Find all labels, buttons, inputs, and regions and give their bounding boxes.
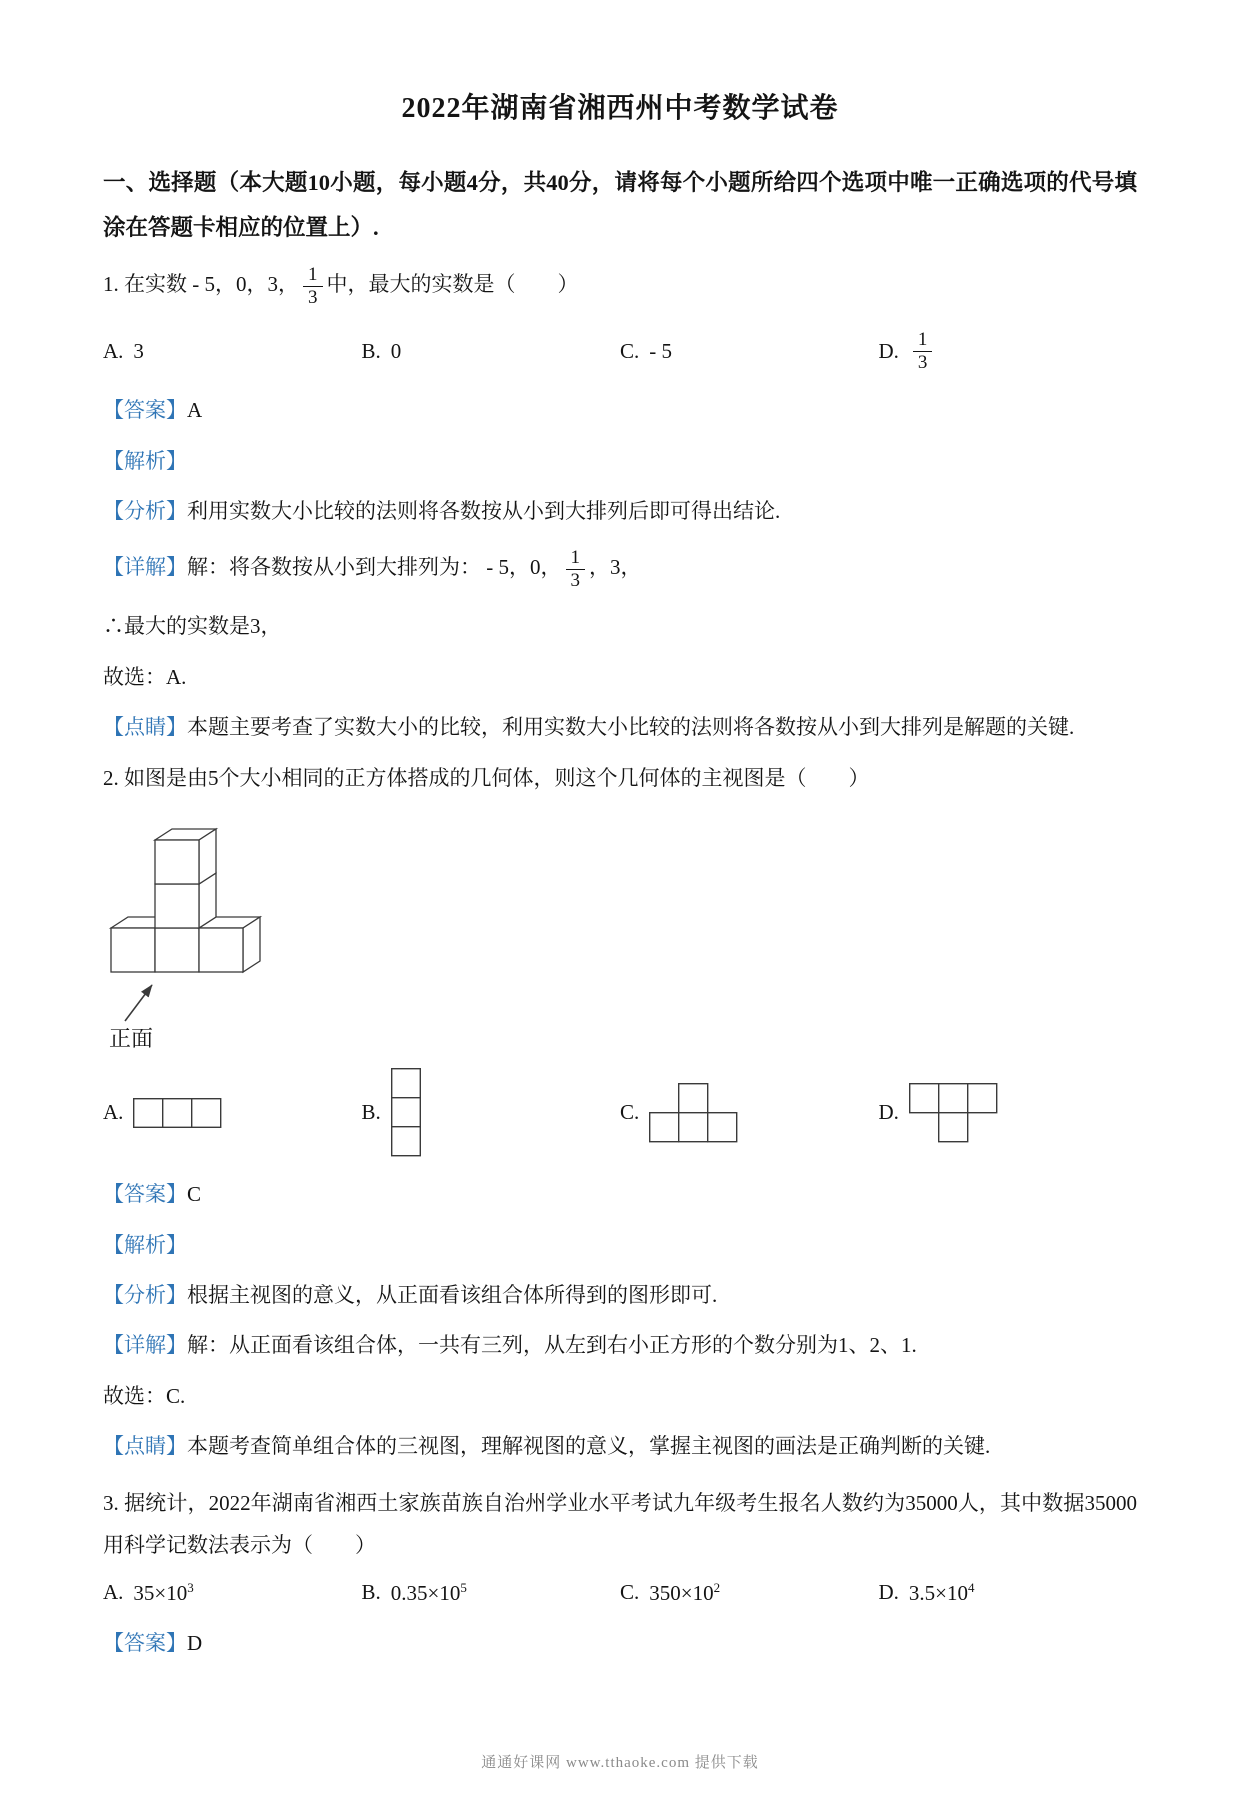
q1-option-a: [103, 339, 362, 364]
q3-answer: D: [187, 1630, 203, 1655]
fraction-one-third: $\frac{1}{3}$: [566, 547, 586, 592]
section-heading: 一、选择题（本大题10小题，每小题4分，共40分，请将每个小题所给四个选项中唯一正确选项的代号填涂在答题卡相应的位置上）.: [103, 170, 1137, 240]
q1-therefore-line: ∴最大的实数是3，: [103, 614, 282, 639]
option-value: $35\times 10^3$: [133, 1579, 194, 1605]
option-value: $3.5\times 10^4$: [908, 1579, 975, 1605]
page-title: 2022年湖南省湘西州中考数学试卷: [401, 93, 839, 124]
q2-option-c: [620, 1083, 879, 1143]
option-value: 3: [133, 338, 144, 363]
option-label: B.: [361, 1580, 381, 1605]
option-label: B.: [361, 338, 381, 363]
q1-stem: [103, 264, 1137, 309]
option-label: A.: [103, 1100, 124, 1125]
q1-stem-suffix: 中，最大的实数是（ ）: [326, 272, 579, 297]
q2-dianjing-text: 本题考查简单组合体的三视图，理解视图的意义，掌握主视图的画法是正确判断的关键.: [187, 1434, 991, 1459]
q2-stem: 2. 如图是由5个大小相同的正方体搭成的几何体，则这个几何体的主视图是（ ）: [103, 765, 870, 790]
q3-option-b: [362, 1580, 621, 1606]
option-label: C.: [620, 1580, 640, 1605]
q1-option-b: [362, 339, 621, 364]
cube-stack-3d-figure: [105, 813, 275, 1053]
option-value: $0.35\times 10^5$: [390, 1579, 467, 1605]
fraction-one-third: $\frac{1}{3}$: [913, 329, 933, 374]
q1-analysis-line: [103, 446, 1137, 476]
t-shape-up-icon: [649, 1083, 738, 1143]
q2-analysis-line: [103, 1230, 1137, 1260]
q2-cube-figure: [105, 813, 1137, 1058]
fenxi-label: 【分析】: [103, 1283, 187, 1307]
row-of-3-squares-icon: [133, 1098, 222, 1128]
q1-option-d: [879, 329, 1138, 374]
analysis-label: 【解析】: [103, 1232, 187, 1257]
footer-watermark: 通通好课网 www.tthaoke.com 提供下载: [481, 1755, 759, 1772]
option-label: D.: [878, 1580, 899, 1605]
q2-dianjing-line: [103, 1431, 1137, 1461]
q2-options-row: [103, 1068, 1137, 1157]
q2-fenxi-line: [103, 1280, 1137, 1310]
q1-answer-line: [103, 395, 1137, 425]
answer-label: 【答案】: [103, 1630, 187, 1655]
option-value: $350\times 10^2$: [649, 1579, 721, 1605]
q3-option-a: [103, 1580, 362, 1606]
q2-option-d: [879, 1083, 1138, 1143]
q2-answer-line: [103, 1179, 1137, 1209]
q1-dianjing-line: [103, 712, 1137, 742]
dianjing-label: 【点睛】: [103, 1434, 187, 1459]
answer-label: 【答案】: [103, 1182, 187, 1207]
xiangjie-label: 【详解】: [103, 554, 187, 579]
option-label: A.: [103, 1580, 124, 1605]
dianjing-label: 【点睛】: [103, 715, 187, 740]
q2-option-a: [103, 1098, 362, 1128]
q3-answer-line: [103, 1628, 1137, 1658]
option-label: D.: [878, 1100, 899, 1125]
q2-xiangjie-line: [103, 1330, 1137, 1360]
q2-choice-line: 故选：C.: [103, 1383, 186, 1408]
q1-xiangjie-suffix: ，3，: [589, 554, 642, 579]
answer-label: 【答案】: [103, 398, 187, 423]
q1-fenxi-line: [103, 496, 1137, 526]
q1-dianjing-text: 本题主要考查了实数大小的比较，利用实数大小比较的法则将各数按从小到大排列是解题的关键.: [187, 715, 1075, 740]
q1-xiangjie-prefix: 解：将各数按从小到大排列为： - 5，0，: [187, 554, 562, 579]
q1-choice-line: 故选：A.: [103, 664, 187, 689]
q1-stem-prefix: 1. 在实数 - 5，0，3，: [103, 272, 299, 297]
option-label: A.: [103, 338, 124, 363]
front-direction-arrow: [125, 985, 152, 1021]
front-label: 正面: [109, 1026, 154, 1052]
xiangjie-label: 【详解】: [103, 1333, 187, 1358]
option-value: 0: [390, 338, 402, 363]
q1-answer: A: [187, 398, 203, 423]
q2-fenxi-text: 根据主视图的意义，从正面看该组合体所得到的图形即可.: [187, 1283, 718, 1307]
q1-options-row: [103, 329, 1137, 374]
q3-stem: 3. 据统计，2022年湖南省湘西土家族苗族自治州学业水平考试九年级考生报名人数约为35000人，其中数据35000用科学记数法表示为（ ）: [103, 1490, 1137, 1557]
fenxi-label: 【分析】: [103, 499, 187, 524]
option-label: D.: [878, 338, 899, 363]
t-shape-down-icon: [909, 1083, 998, 1143]
option-value: - 5: [649, 338, 673, 363]
q1-xiangjie-line: [103, 547, 1137, 592]
q1-option-c: [620, 339, 879, 364]
option-label: C.: [620, 338, 640, 363]
option-label: C.: [620, 1100, 640, 1125]
fraction-one-third: $\frac{1}{3}$: [303, 264, 323, 309]
column-of-3-squares-icon: [391, 1068, 421, 1157]
q3-options-row: [103, 1580, 1137, 1606]
q2-option-b: [362, 1068, 621, 1157]
q2-xiangjie-text: 解：从正面看该组合体，一共有三列，从左到右小正方形的个数分别为1、2、1.: [187, 1333, 917, 1358]
q2-answer: C: [187, 1182, 202, 1207]
q3-option-c: [620, 1580, 879, 1606]
q1-fenxi-text: 利用实数大小比较的法则将各数按从小到大排列后即可得出结论.: [187, 499, 781, 524]
q3-option-d: [879, 1580, 1138, 1606]
option-label: B.: [361, 1100, 381, 1125]
analysis-label: 【解析】: [103, 448, 187, 473]
